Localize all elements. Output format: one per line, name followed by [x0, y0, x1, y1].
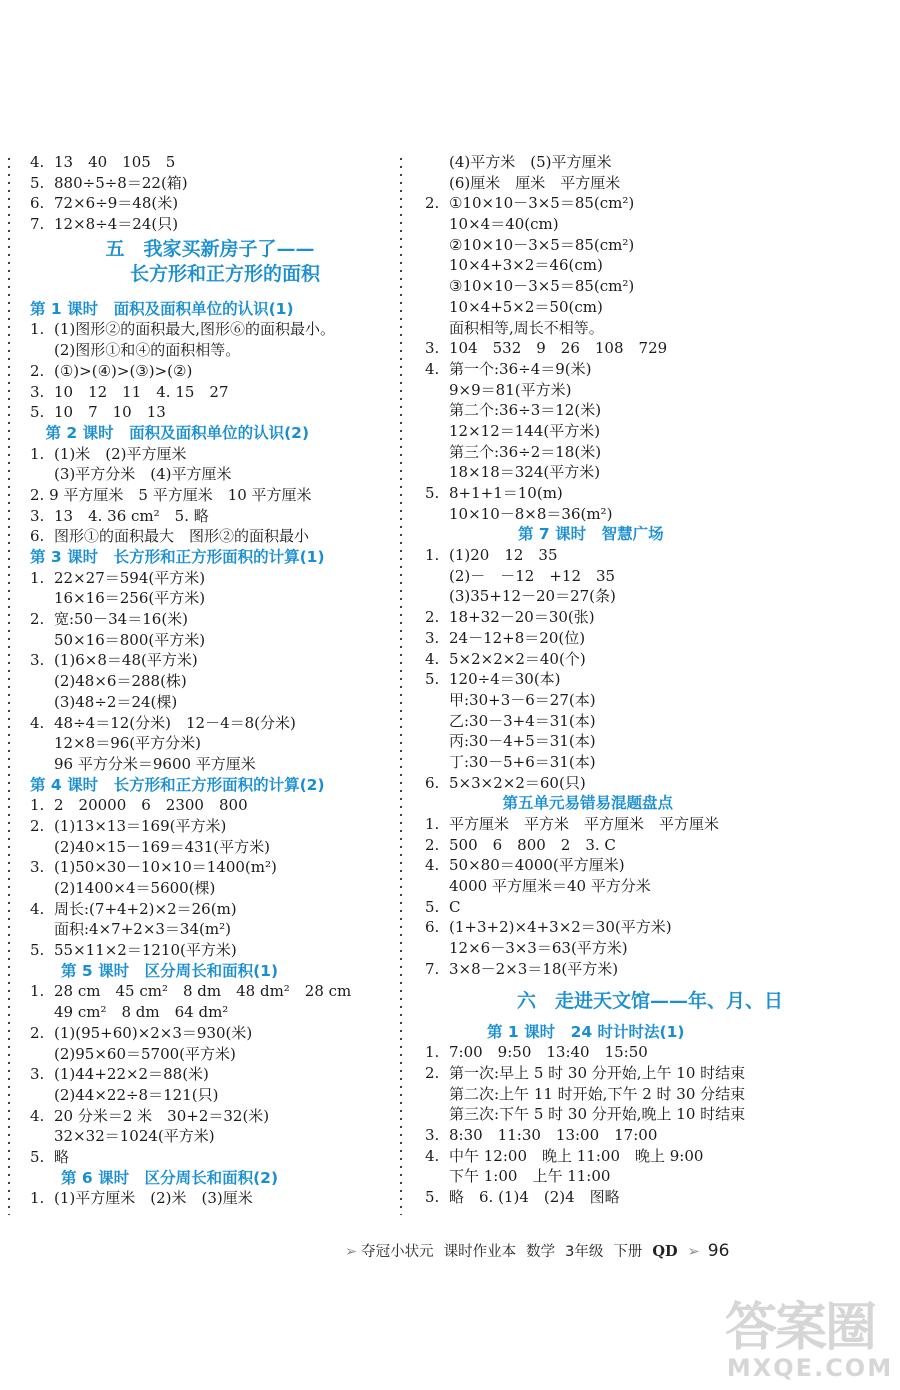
item-number: 3. [30, 1065, 45, 1084]
answer-line [425, 1125, 875, 1146]
answer-line [30, 795, 390, 816]
answer-text: 10 7 10 13 [54, 403, 166, 422]
answer-text: 49 cm² 8 dm 64 dm² [54, 1003, 229, 1022]
answer-line [425, 669, 875, 690]
answer-line [425, 835, 875, 856]
answer-line [30, 692, 390, 713]
answer-line [425, 731, 875, 752]
answer-line [30, 1002, 390, 1023]
left-column [30, 152, 390, 1209]
answer-line [30, 1064, 390, 1085]
watermark-main: 答案圈 [725, 1298, 876, 1358]
answer-line [425, 690, 875, 711]
answer-text: (1)米 (2)平方厘米 [54, 444, 187, 463]
item-number: 3. [30, 858, 45, 877]
answer-text: 24－12+8＝20(位) [449, 628, 586, 647]
answer-line [30, 1106, 390, 1127]
answer-line [425, 1063, 875, 1084]
answer-text: 略 [54, 1147, 70, 1166]
answer-text: ③10×10－3×5＝85(cm²) [449, 277, 635, 296]
answer-text: 10×4＝40(cm) [449, 215, 559, 234]
lesson-heading: 第 3 课时 长方形和正方形面积的计算(1) [30, 548, 325, 566]
answer-text: (1)44+22×2＝88(米) [54, 1065, 209, 1084]
item-number: 5. [425, 897, 440, 916]
item-number: 3. [30, 506, 45, 525]
answer-text: 宽:50－34＝16(米) [54, 610, 189, 629]
item-number: 4. [425, 856, 440, 875]
answer-line [425, 566, 875, 587]
watermark-sub: MXQE.COM [726, 1354, 894, 1382]
answer-line [30, 1188, 390, 1209]
answer-line [30, 1085, 390, 1106]
answer-text: ①10×10－3×5＝85(cm²) [449, 194, 635, 213]
answer-line [425, 421, 875, 442]
item-number: 3. [30, 651, 45, 670]
footer-subject: 数学 [526, 1244, 556, 1260]
answer-line [425, 483, 875, 504]
answer-text: 4000 平方厘米＝40 平方分米 [449, 877, 651, 896]
answer-text: (1)平方厘米 (2)米 (3)厘米 [54, 1189, 253, 1208]
unit-heading [30, 235, 390, 299]
answer-text: 12×8÷4＝24(只) [54, 215, 179, 234]
answer-text: 8+1+1＝10(m) [449, 484, 563, 502]
answer-text: ②10×10－3×5＝85(cm²) [449, 235, 635, 254]
answer-text: (1)13×13＝169(平方米) [54, 816, 227, 835]
item-number: 7. [30, 215, 45, 234]
answer-text: 28 cm 45 cm² 8 dm 48 dm² 28 cm [54, 982, 352, 1001]
item-number: 1. [425, 1043, 440, 1062]
answer-line [425, 1146, 875, 1167]
item-number: 1. [30, 568, 45, 587]
item-number: 4. [425, 649, 440, 668]
page-number: 96 [707, 1241, 730, 1261]
answer-line [425, 152, 875, 173]
answer-line [425, 193, 875, 214]
answer-line [425, 711, 875, 732]
lesson-heading: 第 1 课时 24 时计时法(1) [425, 1022, 685, 1041]
item-number: 4. [30, 153, 45, 171]
answer-text: 面积:4×7+2×3＝34(m²) [54, 920, 231, 939]
item-number: 2. [30, 1023, 45, 1042]
answer-text: (3)48÷2＝24(棵) [54, 692, 178, 711]
answer-line [425, 504, 875, 525]
answer-text: 104 532 9 26 108 729 [449, 339, 668, 358]
item-number: 5. [425, 484, 440, 502]
footer-grade: 3年级 [565, 1244, 604, 1260]
answer-text: (2)48×6＝288(株) [54, 672, 187, 691]
answer-text: 2. 9 平方厘米 5 平方厘米 10 平方厘米 [30, 485, 312, 504]
item-number: 2. [30, 361, 45, 380]
unit-title-line-2: 长方形和正方形的面积 [129, 262, 320, 285]
answer-text: (3)35+12－20＝27(条) [449, 587, 616, 606]
answer-text: 13 4. 36 cm² 5. 略 [54, 506, 209, 525]
answer-line [425, 214, 875, 235]
answer-line [425, 276, 875, 297]
answer-text: 50×16＝800(平方米) [54, 630, 206, 649]
answer-text: 55×11×2＝1210(平方米) [54, 941, 237, 960]
answer-text: 32×32＝1024(平方米) [54, 1127, 215, 1146]
answer-text: 丙:30－4+5＝31(本) [449, 732, 596, 751]
item-number: 1. [30, 796, 45, 815]
answer-line [425, 1166, 875, 1187]
answer-line [425, 318, 875, 339]
answer-text: (4)平方米 (5)平方厘米 [449, 153, 612, 171]
unit-title-line-1: 五 我家买新房子了—— [105, 237, 315, 260]
answer-line [425, 814, 875, 835]
answer-line [30, 1044, 390, 1065]
item-number: 6. [425, 918, 440, 937]
answer-line [30, 981, 390, 1002]
answer-text: (2)1400×4＝5600(棵) [54, 879, 216, 897]
answer-text: (1)(95+60)×2×3＝930(米) [54, 1023, 253, 1042]
answer-line [30, 588, 390, 609]
item-number: 5. [30, 941, 45, 960]
answer-line [30, 816, 390, 837]
answer-line [425, 752, 875, 773]
binding-dots [8, 155, 10, 1215]
answer-line [30, 650, 390, 671]
page-footer [345, 1240, 739, 1261]
item-number: 4. [30, 713, 45, 732]
answer-text: 5×2×2×2＝40(个) [449, 649, 586, 668]
answer-line [30, 214, 390, 235]
answer-text: 96 平方分米＝9600 平方厘米 [54, 754, 256, 773]
answer-line [30, 899, 390, 920]
lesson-heading: 第 5 课时 区分周长和面积(1) [30, 961, 279, 980]
answer-line [425, 462, 875, 483]
answer-line [30, 485, 390, 506]
item-number: 5. [30, 1147, 45, 1166]
answer-text: 2 20000 6 2300 800 [54, 796, 248, 815]
item-number: 1. [425, 815, 440, 833]
footer-arrow-icon: ➢ [345, 1244, 358, 1260]
answer-line [30, 837, 390, 858]
answer-text: 8:30 11:30 13:00 17:00 [449, 1125, 658, 1144]
answer-line [30, 382, 390, 403]
lesson-heading: 第 1 课时 面积及面积单位的认识(1) [30, 299, 294, 318]
answer-line [30, 1126, 390, 1147]
answer-text: 第二次:上午 11 时开始,下午 2 时 30 分结束 [449, 1084, 746, 1103]
answer-text: (2)40×15－169＝431(平方米) [54, 837, 270, 856]
item-number: 2. [425, 608, 440, 627]
answer-text: 500 6 800 2 3. C [449, 835, 616, 854]
answer-line [30, 464, 390, 485]
answer-text: (2)图形①和④的面积相等。 [54, 341, 241, 360]
item-number: 1. [30, 320, 45, 339]
answer-line [425, 338, 875, 359]
answer-line [30, 1023, 390, 1044]
answer-text: 平方厘米 平方米 平方厘米 平方厘米 [449, 815, 720, 833]
answer-text: (1+3+2)×4+3×2＝30(平方米) [449, 918, 672, 937]
answer-text: 20 分米＝2 米 30+2＝32(米) [54, 1106, 270, 1125]
answer-line [30, 630, 390, 651]
lesson-heading: 第 4 课时 长方形和正方形面积的计算(2) [30, 775, 325, 794]
answer-text: (2)95×60＝5700(平方米) [54, 1044, 236, 1063]
answer-line [425, 855, 875, 876]
answer-line [30, 319, 390, 340]
answer-text: 12×8＝96(平方分米) [54, 734, 201, 753]
answer-text: 120÷4＝30(本) [449, 670, 561, 689]
answer-line [30, 671, 390, 692]
answer-line [425, 897, 875, 918]
answer-text: 周长:(7+4+2)×2＝26(m) [54, 899, 237, 918]
answer-line [425, 173, 875, 194]
item-number: 3. [30, 382, 45, 401]
answer-text: 22×27＝594(平方米) [54, 568, 206, 587]
answer-line [425, 628, 875, 649]
answer-line [425, 1187, 875, 1208]
item-number: 2. [425, 835, 440, 854]
answer-line [30, 361, 390, 382]
item-number: 5. [425, 1188, 440, 1206]
answer-line [425, 235, 875, 256]
answer-text: 12×6－3×3＝63(平方米) [449, 939, 628, 958]
answer-text: 10×4+3×2＝46(cm) [449, 256, 603, 275]
item-number: 3. [425, 339, 440, 358]
answer-line [425, 1104, 875, 1125]
item-number: 4. [30, 1106, 45, 1125]
answer-line [425, 607, 875, 628]
item-number: 4. [30, 899, 45, 918]
item-number: 6. [30, 527, 45, 546]
answer-text: 3×8－2×3＝18(平方米) [449, 959, 619, 978]
footer-book: 课时作业本 [443, 1244, 517, 1260]
answer-text: 48÷4＝12(分米) 12－4＝8(分米) [54, 713, 296, 732]
answer-line [30, 402, 390, 423]
answer-line [30, 444, 390, 465]
answer-line [425, 380, 875, 401]
item-number: 1. [30, 1189, 45, 1208]
item-number: 5. [30, 173, 45, 192]
answer-text: 第三次:下午 5 时 30 分开始,晚上 10 时结束 [449, 1105, 746, 1124]
answer-line [30, 193, 390, 214]
answer-line [425, 938, 875, 959]
answer-text: 10 12 11 4. 15 27 [54, 382, 229, 401]
lesson-heading: 第 7 课时 智慧广场 [425, 525, 664, 544]
footer-brand: 夺冠小状元 [361, 1244, 434, 1260]
answer-text: 880÷5÷8＝22(箱) [54, 173, 188, 192]
answer-line [30, 919, 390, 940]
answer-text: (①)>(④)>(③)>(②) [54, 361, 193, 380]
item-number: 4. [425, 1146, 440, 1165]
answer-line [425, 586, 875, 607]
item-number: 2. [425, 194, 440, 213]
answer-line [425, 400, 875, 421]
item-number: 5. [30, 403, 45, 422]
answer-line [425, 545, 875, 566]
answer-text: 16×16＝256(平方米) [54, 589, 206, 608]
answer-text: 10×10－8×8＝36(m²) [449, 504, 613, 523]
answer-line [425, 359, 875, 380]
footer-edition: QD [652, 1243, 678, 1260]
lesson-heading: 第五单元易错易混题盘点 [425, 794, 674, 813]
footer-arrow-icon-2: ➢ [687, 1244, 700, 1260]
answer-line [425, 876, 875, 897]
answer-text: (1)50×30－10×10＝1400(m²) [54, 858, 277, 877]
answer-text: 第二个:36÷3＝12(米) [449, 401, 602, 420]
answer-line [425, 255, 875, 276]
item-number: 5. [425, 670, 440, 689]
answer-text: 面积相等,周长不相等。 [449, 318, 604, 337]
answer-line [30, 940, 390, 961]
answer-text: (6)厘米 厘米 平方厘米 [449, 173, 621, 192]
column-divider [400, 155, 402, 1215]
item-number: 3. [425, 1125, 440, 1144]
answer-text: (2)－ －12 +12 35 [449, 566, 616, 585]
lesson-heading: 第 6 课时 区分周长和面积(2) [30, 1168, 279, 1187]
answer-line [425, 1084, 875, 1105]
answer-text: 丁:30－5+6＝31(本) [449, 752, 596, 771]
answer-text: 7:00 9:50 13:40 15:50 [449, 1043, 648, 1062]
lesson-heading: 第 2 课时 面积及面积单位的认识(2) [30, 423, 310, 442]
answer-line [30, 733, 390, 754]
answer-line [30, 506, 390, 527]
answer-line [425, 649, 875, 670]
answer-line [30, 609, 390, 630]
answer-text: 18+32－20＝30(张) [449, 608, 595, 627]
answer-line [30, 152, 390, 173]
answer-text: 10×4+5×2＝50(cm) [449, 297, 603, 316]
footer-volume: 下册 [613, 1244, 643, 1260]
answer-text: 13 40 105 5 [54, 153, 176, 171]
answer-text: (1)6×8＝48(平方米) [54, 651, 198, 670]
answer-text: 甲:30+3－6＝27(本) [449, 690, 596, 709]
answer-text: 第三个:36÷2＝18(米) [449, 442, 602, 461]
answer-text: 50×80＝4000(平方厘米) [449, 856, 625, 875]
answer-text: C [449, 897, 461, 916]
item-number: 6. [425, 773, 440, 792]
item-number: 4. [425, 359, 440, 378]
answer-line [425, 1042, 875, 1063]
answer-text: 12×12＝144(平方米) [449, 421, 601, 440]
item-number: 7. [425, 959, 440, 978]
answer-text: (2)44×22÷8＝121(只) [54, 1085, 219, 1104]
item-number: 3. [425, 628, 440, 647]
answer-line [425, 773, 875, 794]
answer-line [30, 878, 390, 899]
answer-line [30, 340, 390, 361]
item-number: 6. [30, 194, 45, 213]
answer-text: 中午 12:00 晚上 11:00 晚上 9:00 [449, 1146, 704, 1165]
answer-line [425, 442, 875, 463]
item-number: 2. [30, 816, 45, 835]
answer-text: 72×6÷9＝48(米) [54, 194, 179, 213]
watermark-logo [725, 1300, 895, 1385]
answer-line [30, 568, 390, 589]
answer-text: 第一个:36÷4＝9(米) [449, 359, 592, 378]
unit-heading: 六 走进天文馆——年、月、日 [516, 989, 783, 1012]
item-number: 1. [425, 546, 440, 565]
answer-text: (1)20 12 35 [449, 546, 558, 565]
answer-text: 第一次:早上 5 时 30 分开始,上午 10 时结束 [449, 1063, 746, 1082]
answer-text: 5×3×2×2＝60(只) [449, 773, 586, 792]
answer-text: 图形①的面积最大 图形②的面积最小 [54, 527, 310, 546]
answer-text: 9×9＝81(平方米) [449, 380, 572, 399]
item-number: 1. [30, 444, 45, 463]
right-column [425, 152, 875, 1208]
answer-line [30, 754, 390, 775]
answer-text: 略 6. (1)4 (2)4 图略 [449, 1188, 620, 1206]
item-number: 1. [30, 982, 45, 1001]
answer-line [425, 959, 875, 980]
answer-line [425, 917, 875, 938]
item-number: 2. [425, 1063, 440, 1082]
answer-line [30, 173, 390, 194]
answer-text: 下午 1:00 上午 11:00 [449, 1167, 611, 1186]
answer-line [30, 713, 390, 734]
answer-text: 乙:30－3+4＝31(本) [449, 711, 596, 730]
answer-text: (1)图形②的面积最大,图形⑥的面积最小。 [54, 320, 336, 339]
item-number: 2. [30, 610, 45, 629]
answer-text: (3)平方分米 (4)平方厘米 [54, 465, 232, 484]
answer-line [30, 526, 390, 547]
answer-line [425, 297, 875, 318]
answer-line [30, 857, 390, 878]
answer-line [30, 1147, 390, 1168]
answer-text: 18×18＝324(平方米) [449, 463, 601, 482]
